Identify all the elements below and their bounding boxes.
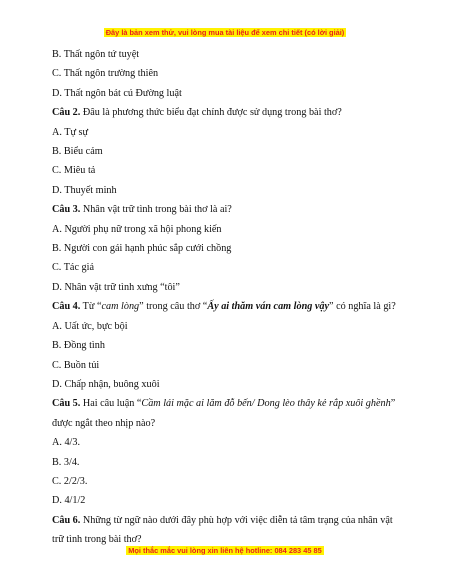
prev-option-c: C. Thất ngôn trường thiên — [52, 68, 159, 80]
q3-option-b: B. Người con gái hạnh phúc sắp cưới chồng — [52, 243, 232, 255]
question-number: Câu 6. — [52, 514, 81, 526]
question-6 — [52, 511, 404, 550]
q3-option-c: C. Tác giả — [52, 262, 94, 274]
question-text-part: Hai câu luận “ — [80, 398, 142, 410]
question-number: Câu 3. — [52, 204, 81, 216]
hotline-notice-text: Mọi thắc mắc vui lòng xin liên hệ hotline: 084 283 45 85 — [128, 546, 322, 555]
question-text: Những từ ngữ nào dưới đây phù hợp với việc diễn tả tâm trạng của nhân vật trữ tình trong bài thơ? — [52, 514, 393, 546]
q2-option-c: C. Miêu tả — [52, 165, 96, 177]
question-text: Đâu là phương thức biểu đạt chính được sử dụng trong bài thơ? — [80, 107, 342, 119]
q2-option-b: B. Biểu cảm — [52, 146, 103, 158]
question-text-part: ” có nghĩa là gì? — [329, 301, 396, 313]
q5-option-a: A. 4/3. — [52, 437, 81, 449]
hotline-notice-banner — [0, 546, 450, 555]
preview-notice-banner — [0, 28, 450, 37]
question-text-part: Từ “ — [80, 301, 102, 313]
q3-option-d: D. Nhân vật trữ tình xưng “tôi” — [52, 281, 180, 293]
question-text: Nhân vật trữ tình trong bài thơ là ai? — [80, 204, 232, 216]
question-text-part: ” trong câu thơ “ — [139, 301, 208, 313]
prev-option-b: B. Thất ngôn tứ tuyệt — [52, 49, 140, 60]
q2-option-a: A. Tự sự — [52, 126, 89, 138]
q5-option-b: B. 3/4. — [52, 456, 80, 468]
q5-option-c: C. 2/2/3. — [52, 475, 88, 487]
q3-option-a: A. Người phụ nữ trong xã hội phong kiến — [52, 223, 222, 235]
quoted-term: cam lòng — [101, 301, 140, 313]
q4-option-d: D. Chấp nhận, buông xuôi — [52, 378, 160, 390]
question-4 — [52, 297, 404, 316]
question-text-part: ” được ngắt theo nhịp nào? — [52, 398, 396, 429]
prev-option-d: D. Thất ngôn bát cú Đường luật — [52, 87, 182, 99]
q5-option-d: D. 4/1/2 — [52, 495, 86, 507]
question-2 — [52, 103, 404, 122]
quoted-verse: Ấy ai thăm ván cam lòng vậy — [207, 301, 330, 313]
q4-option-a: A. Uất ức, bực bội — [52, 320, 128, 332]
quoted-verse: Cầm lái mặc ai lăm đỗ bến/ Dong lèo thây kẻ rắp xuôi ghềnh — [141, 398, 391, 410]
q4-option-b: B. Đồng tình — [52, 340, 105, 352]
question-number: Câu 5. — [52, 398, 81, 410]
document-body — [52, 45, 404, 550]
q2-option-d: D. Thuyết minh — [52, 184, 117, 196]
question-5 — [52, 394, 404, 433]
question-number: Câu 4. — [52, 301, 81, 313]
question-3 — [52, 200, 404, 219]
preview-notice-text: Đây là bản xem thử, vui lòng mua tài liệu để xem chi tiết (có lời giải) — [105, 28, 345, 37]
q4-option-c: C. Buồn tủi — [52, 359, 100, 371]
question-number: Câu 2. — [52, 107, 81, 119]
